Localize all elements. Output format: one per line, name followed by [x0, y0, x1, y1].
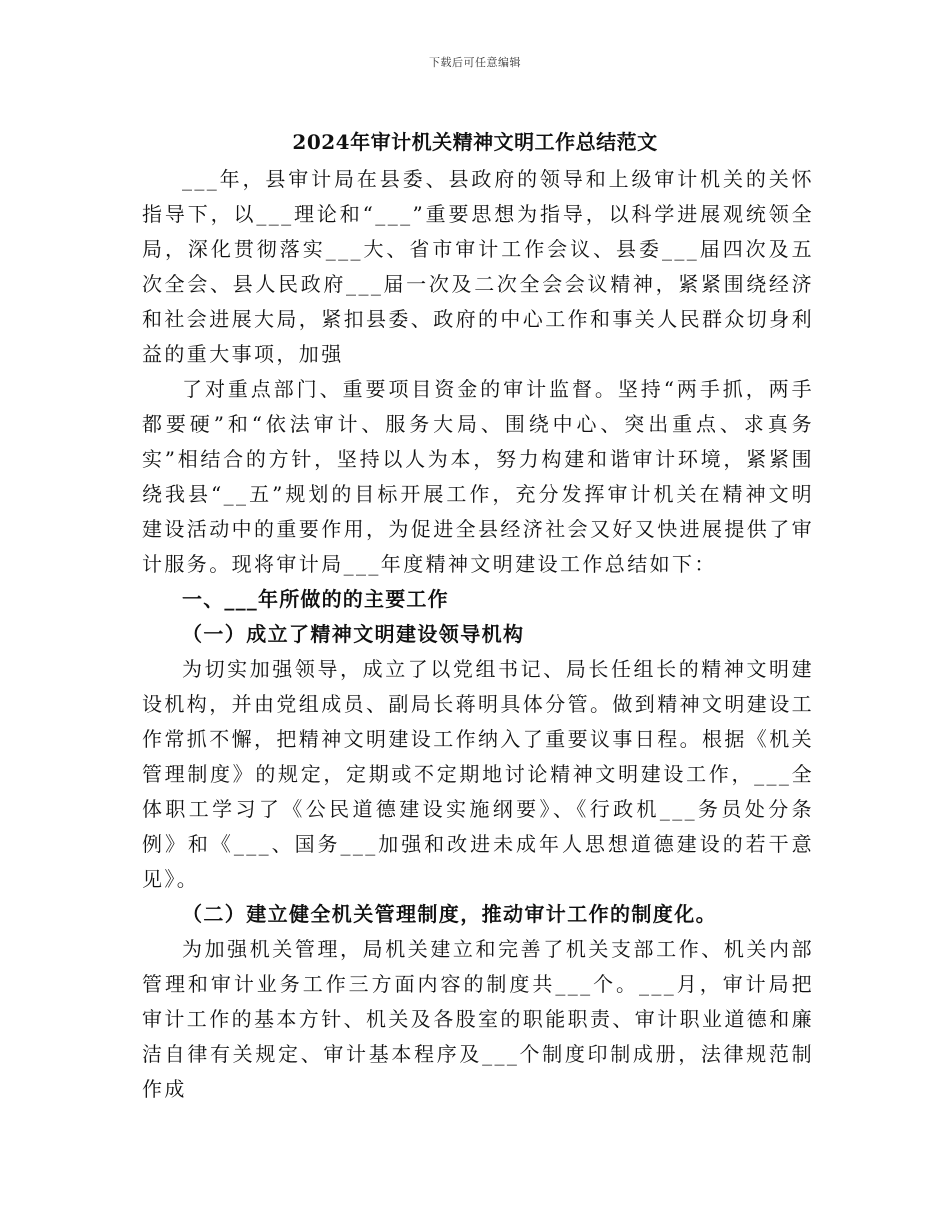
paragraph-management: 为加强机关管理，局机关建立和完善了机关支部工作、机关内部管理和审计业务工作三方面内容的制度共___个。___月，审计局把审计工作的基本方针、机关及各股室的职能职责、审计职业道德和廉洁自律有关规定、审计基本程序及___个制度印制成册，法律规范制作成	[142, 937, 814, 1101]
subsection-heading-2: （二）建立健全机关管理制度，推动审计工作的制度化。	[182, 902, 717, 926]
header-note: 下载后可任意编辑	[429, 56, 521, 69]
paragraph-intro: ___年，县审计局在县委、县政府的领导和上级审计机关的关怀指导下，以___理论和“___”重要思想为指导，以科学进展观统领全局，深化贯彻落实___大、省市审计工作会议、县委___届四次及五次全会、县人民政府___届一次及二次全会会议精神，紧紧围绕经济和社会进展大局，紧扣县委、政府的中心工作和事关人民群众切身利益的重大事项，加强	[142, 167, 814, 366]
subsection-heading-1: （一）成立了精神文明建设领导机构	[182, 622, 525, 646]
document-title: 2024年审计机关精神文明工作总结范文	[292, 130, 658, 154]
document-body	[142, 162, 814, 1107]
paragraph-leadership: 为切实加强领导，成立了以党组书记、局长任组长的精神文明建设机构，并由党组成员、副局长蒋明具体分管。做到精神文明建设工作常抓不懈，把精神文明建设工作纳入了重要议事日程。根据《机关管理制度》的规定，定期或不定期地讨论精神文明建设工作，___全体职工学习了《公民道德建设实施纲要》、《行政机___务员处分条例》和《___、国务___加强和改进未成年人思想道德建设的若干意见》。	[142, 657, 814, 891]
paragraph-policy: 了对重点部门、重要项目资金的审计监督。坚持“两手抓，两手都要硬”和“依法审计、服务大局、围绕中心、突出重点、求真务实”相结合的方针，坚持以人为本，努力构建和谐审计环境，紧紧围绕我县“__五”规划的目标开展工作，充分发挥审计机关在精神文明建设活动中的重要作用，为促进全县经济社会又好又快进展提供了审计服务。现将审计局___年度精神文明建设工作总结如下：	[142, 377, 814, 576]
section-heading-1: 一、___年所做的的主要工作	[182, 587, 449, 611]
